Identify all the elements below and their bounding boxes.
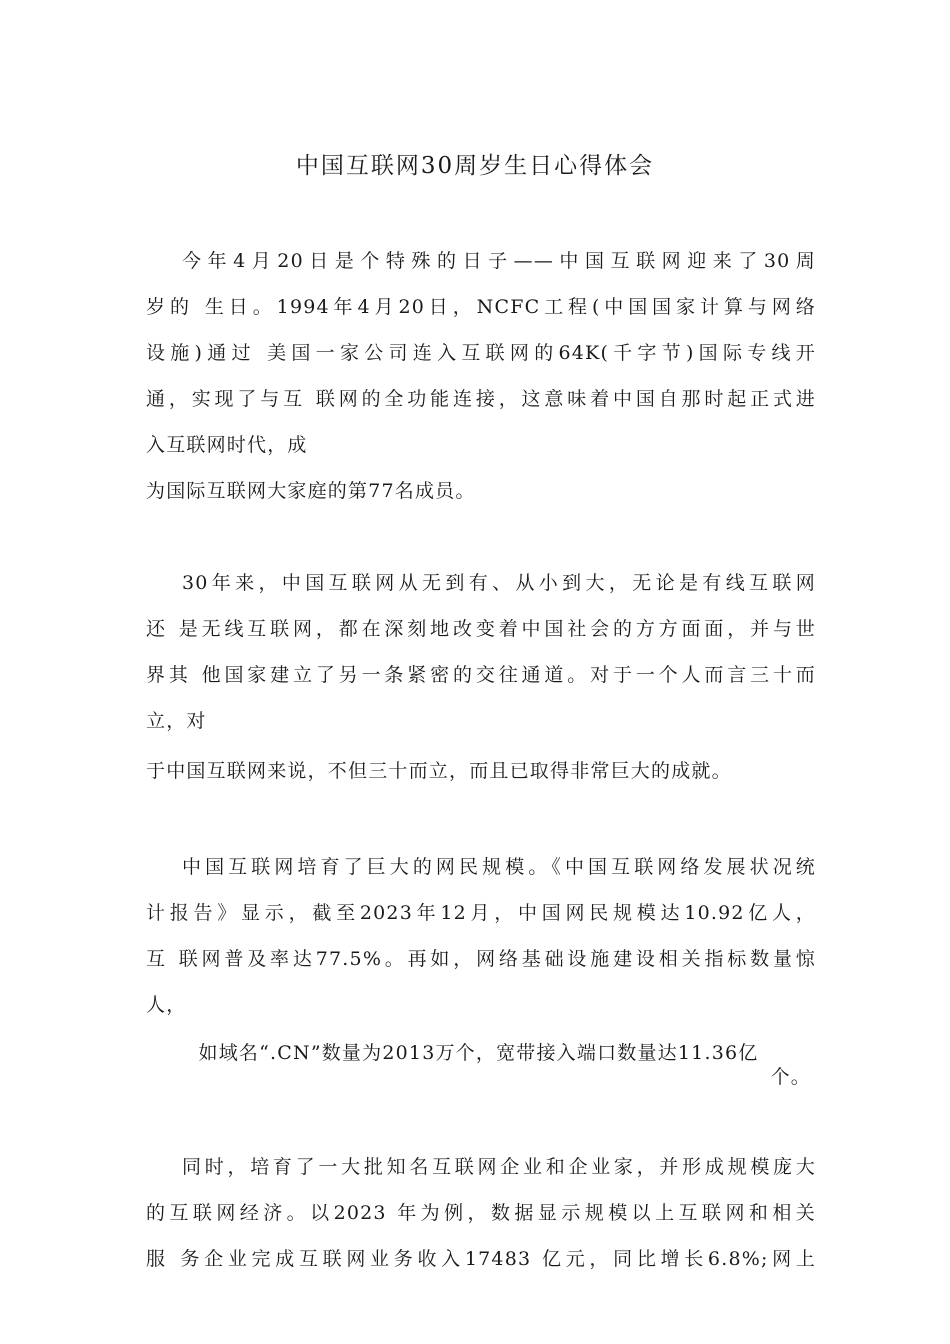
- paragraph-4-line-1: 同时，培育了一大批知名互联网企业和企业家，并形成规模庞大: [182, 1156, 816, 1178]
- paragraph-1-line-5: 入互联网时代，成: [146, 434, 308, 456]
- paragraph-2-line-3: 界其 他国家建立了另一条紧密的交往通道。对于一个人而言三十而: [146, 664, 816, 686]
- paragraph-3-line-5: 如域名“.CN”数量为2013万个，宽带接入端口数量达11.36亿: [198, 1042, 759, 1064]
- paragraph-2-line-2: 还 是无线互联网，都在深刻地改变着中国社会的方方面面，并与世: [146, 618, 816, 640]
- paragraph-3-line-1: 中国互联网培育了巨大的网民规模。《中国互联网络发展状况统: [182, 856, 816, 878]
- paragraph-4-line-3: 服 务企业完成互联网业务收入17483 亿元，同比增长6.8%;网上: [146, 1248, 816, 1270]
- paragraph-3-line-4: 人，: [146, 994, 187, 1016]
- paragraph-2-line-4: 立，对: [146, 710, 207, 732]
- paragraph-4-line-2: 的互联网经济。以2023 年为例，数据显示规模以上互联网和相关: [146, 1202, 816, 1224]
- paragraph-2-line-1: 30年来，中国互联网从无到有、从小到大，无论是有线互联网: [182, 572, 816, 594]
- paragraph-1-line-6: 为国际互联网大家庭的第77名成员。: [146, 480, 476, 502]
- paragraph-3-line-3: 互 联网普及率达77.5%。再如，网络基础设施建设相关指标数量惊: [146, 948, 816, 970]
- paragraph-1-line-3: 设施)通过 美国一家公司连入互联网的64K(千字节)国际专线开: [146, 342, 816, 364]
- paragraph-3-line-6: 个。: [770, 1066, 811, 1088]
- paragraph-2-line-5: 于中国互联网来说，不但三十而立，而且已取得非常巨大的成就。: [146, 760, 732, 782]
- paragraph-1-line-2: 岁的 生日。1994年4月20日，NCFC工程(中国国家计算与网络: [146, 296, 816, 318]
- paragraph-3-line-2: 计报告》显示，截至2023年12月，中国网民规模达10.92亿人，: [146, 902, 816, 924]
- paragraph-1-line-4: 通，实现了与互 联网的全功能连接，这意味着中国自那时起正式进: [146, 388, 816, 410]
- paragraph-1-line-1: 今年4月20日是个特殊的日子——中国互联网迎来了30周: [182, 250, 816, 272]
- document-title: 中国互联网30周岁生日心得体会: [295, 153, 655, 179]
